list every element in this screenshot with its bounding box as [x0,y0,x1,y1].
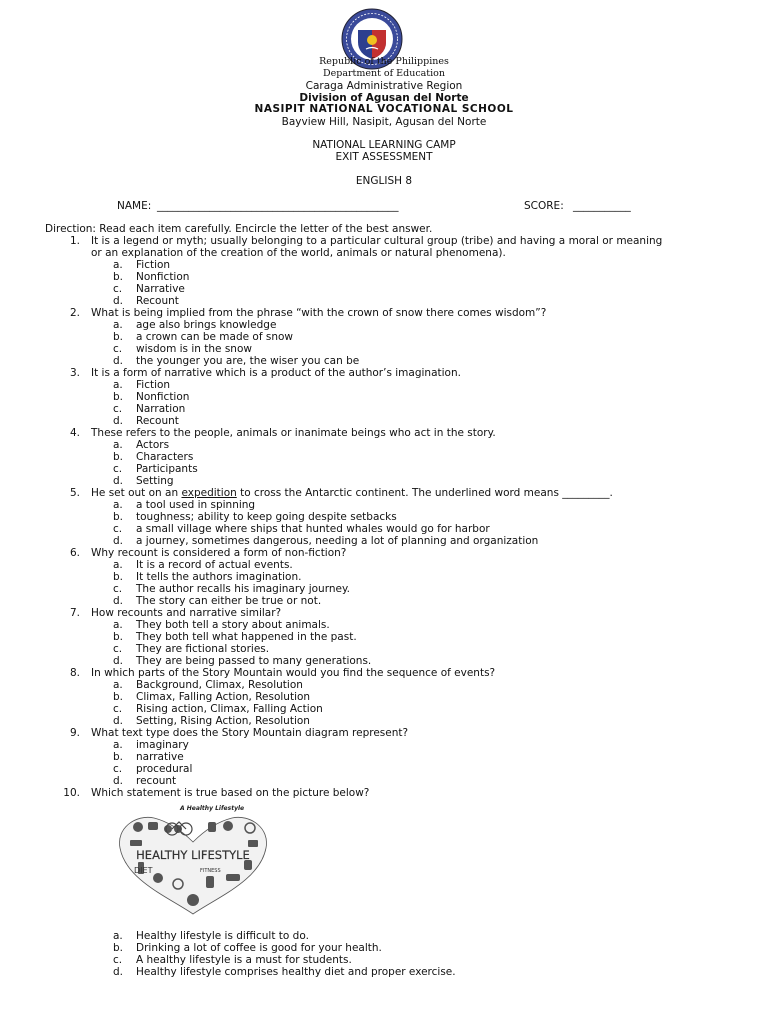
question-1-continued [0,247,768,259]
option-10a[interactable] [0,930,768,942]
header-division: Division of Agusan del Norte [299,92,469,104]
option-text: Healthy lifestyle is difficult to do. [136,930,309,942]
option-3d[interactable] [0,415,768,427]
option-5a[interactable] [0,499,768,511]
option-text: a small village where ships that hunted whales would go for harbor [136,523,490,535]
option-text: Setting, Rising Action, Resolution [136,715,310,727]
option-text: Background, Climax, Resolution [136,679,303,691]
option-text: They both tell what happened in the past. [136,631,357,643]
option-1c[interactable] [0,283,768,295]
option-text: Climax, Falling Action, Resolution [136,691,311,703]
question-7 [0,607,768,619]
option-text: age also brings knowledge [136,319,277,331]
option-letter: d. [113,475,124,487]
option-text: Healthy lifestyle comprises healthy diet and proper exercise. [136,966,456,978]
option-letter: c. [113,643,123,655]
healthy-lifestyle-picture [108,802,278,920]
option-letter: d. [113,595,124,607]
option-letter: a. [113,619,123,631]
option-text: Characters [136,451,194,463]
question-number: 6. [69,547,80,559]
option-9b[interactable] [0,751,768,763]
option-text: They are being passed to many generations. [136,655,372,667]
option-letter: d. [113,775,124,787]
option-text: Setting [136,475,174,487]
question-text: In which parts of the Story Mountain would you find the sequence of events? [91,667,496,679]
option-9c[interactable] [0,763,768,775]
score-label: SCORE: [524,200,564,212]
option-text: imaginary [136,739,189,751]
option-letter: c. [113,463,123,475]
option-letter: a. [113,499,123,511]
question-text: Why recount is considered a form of non-fiction? [91,547,347,559]
option-letter: c. [113,703,123,715]
question-number: 9. [69,727,80,739]
option-letter: a. [113,559,123,571]
option-letter: d. [113,355,124,367]
option-6d[interactable] [0,595,768,607]
picture-center-text: HEALTHY LIFESTYLE [136,848,250,862]
option-text: Drinking a lot of coffee is good for your health. [136,942,382,954]
header-school: NASIPIT NATIONAL VOCATIONAL SCHOOL [254,103,514,115]
option-text: Fiction [136,259,171,271]
picture-caption: A Healthy Lifestyle [180,805,245,812]
option-text: They both tell a story about animals. [136,619,330,631]
option-5d[interactable] [0,535,768,547]
question-text: These refers to the people, animals or inanimate beings who act in the story. [91,427,496,439]
question-10 [0,787,768,799]
option-text: It is a record of actual events. [136,559,293,571]
option-letter: b. [113,331,124,343]
option-6b[interactable] [0,571,768,583]
option-1b[interactable] [0,271,768,283]
option-letter: c. [113,523,123,535]
option-letter: a. [113,930,123,942]
question-number: 7. [69,607,80,619]
question-number: 3. [69,367,80,379]
score-blank[interactable]: ___________ [573,200,631,212]
question-number: 10. [63,787,80,799]
question-2 [0,307,768,319]
option-letter: a. [113,439,123,451]
option-letter: d. [113,415,124,427]
question-5 [0,487,768,499]
option-3c[interactable] [0,403,768,415]
option-letter: d. [113,295,124,307]
option-4a[interactable] [0,439,768,451]
name-blank[interactable]: ______________________________________________ [157,200,399,212]
header-camp: NATIONAL LEARNING CAMP [312,139,456,151]
option-letter: d. [113,715,124,727]
option-letter: a. [113,379,123,391]
option-2a[interactable] [0,319,768,331]
option-2d[interactable] [0,355,768,367]
option-letter: d. [113,966,124,978]
question-text: Which statement is true based on the picture below? [91,787,370,799]
question-text: It is a legend or myth; usually belonging to a particular cultural group (tribe) and having a moral or meaning [91,235,663,247]
question-text: What text type does the Story Mountain diagram represent? [91,727,409,739]
option-5c[interactable] [0,523,768,535]
option-letter: a. [113,319,123,331]
question-number: 4. [69,427,80,439]
option-text: the younger you are, the wiser you can be [136,355,360,367]
option-letter: d. [113,655,124,667]
name-label: NAME: [117,200,152,212]
option-text: It tells the authors imagination. [136,571,302,583]
underlined-word: expedition [181,487,237,499]
question-text-post: to cross the Antarctic continent. The underlined word means _________. [236,487,613,499]
option-text: procedural [136,763,193,775]
question-text: What is being implied from the phrase “with the crown of snow there comes wisdom”? [91,307,547,319]
option-1a[interactable] [0,259,768,271]
option-3b[interactable] [0,391,768,403]
header-subject: ENGLISH 8 [355,175,413,187]
option-8a[interactable] [0,679,768,691]
option-10b[interactable] [0,942,768,954]
option-text: a crown can be made of snow [136,331,294,343]
option-text: Recount [136,415,179,427]
directions: Direction: Read each item carefully. Encircle the letter of the best answer. [45,223,433,235]
question-4 [0,427,768,439]
option-letter: b. [113,691,124,703]
option-text: Rising action, Climax, Falling Action [136,703,323,715]
question-text: How recounts and narrative similar? [91,607,282,619]
option-text: a tool used in spinning [136,499,256,511]
option-letter: a. [113,679,123,691]
option-letter: b. [113,571,124,583]
option-text: Nonfiction [136,391,190,403]
option-7c[interactable] [0,643,768,655]
option-letter: b. [113,511,124,523]
question-number: 2. [69,307,80,319]
option-letter: b. [113,391,124,403]
option-9a[interactable] [0,739,768,751]
option-text: A healthy lifestyle is a must for students. [136,954,352,966]
option-letter: b. [113,942,124,954]
question-9 [0,727,768,739]
picture-word-fitness: FITNESS [200,868,221,874]
option-2c[interactable] [0,343,768,355]
option-letter: c. [113,954,123,966]
option-text: Fiction [136,379,171,391]
option-2b[interactable] [0,331,768,343]
option-7a[interactable] [0,619,768,631]
option-text: Narrative [136,283,185,295]
option-text: The story can either be true or not. [136,595,322,607]
option-letter: a. [113,739,123,751]
option-letter: c. [113,583,123,595]
question-text-pre: He set out on an [91,487,182,499]
option-3a[interactable] [0,379,768,391]
option-8c[interactable] [0,703,768,715]
option-letter: c. [113,343,123,355]
option-text: wisdom is in the snow [136,343,252,355]
question-text [91,487,613,499]
option-letter: b. [113,271,124,283]
option-9d[interactable] [0,775,768,787]
question-1 [0,235,768,247]
option-8d[interactable] [0,715,768,727]
option-letter: a. [113,259,123,271]
option-8b[interactable] [0,691,768,703]
option-text: Actors [136,439,170,451]
header-assessment: EXIT ASSESSMENT [335,151,433,163]
header-department: Department of Education [323,68,445,79]
option-letter: c. [113,763,123,775]
option-text: Participants [136,463,198,475]
option-letter: b. [113,631,124,643]
question-8 [0,667,768,679]
option-text: Narration [136,403,186,415]
question-number: 5. [69,487,80,499]
option-10d[interactable] [0,966,768,978]
option-7d[interactable] [0,655,768,667]
header-republic: Republic of the Philippines [319,56,449,67]
option-6c[interactable] [0,583,768,595]
option-6a[interactable] [0,559,768,571]
option-4c[interactable] [0,463,768,475]
picture-word-diet: DIET [134,866,153,875]
option-text: a journey, sometimes dangerous, needing a lot of planning and organization [136,535,539,547]
question-text: or an explanation of the creation of the world, animals or natural phenomena). [91,247,506,259]
header-address: Bayview Hill, Nasipit, Agusan del Norte [281,116,487,128]
question-3 [0,367,768,379]
option-7b[interactable] [0,631,768,643]
option-text: The author recalls his imaginary journey. [136,583,350,595]
option-text: toughness; ability to keep going despite setbacks [136,511,397,523]
option-letter: d. [113,535,124,547]
question-number: 8. [69,667,80,679]
option-text: recount [136,775,177,787]
question-number: 1. [69,235,80,247]
option-text: Nonfiction [136,271,190,283]
header-region: Caraga Administrative Region [305,80,463,92]
option-letter: b. [113,751,124,763]
option-text: Recount [136,295,179,307]
question-6 [0,547,768,559]
option-letter: c. [113,283,123,295]
option-text: They are fictional stories. [136,643,270,655]
option-10c[interactable] [0,954,768,966]
option-1d[interactable] [0,295,768,307]
option-letter: c. [113,403,123,415]
option-4d[interactable] [0,475,768,487]
option-letter: b. [113,451,124,463]
question-text: It is a form of narrative which is a product of the author’s imagination. [91,367,461,379]
option-5b[interactable] [0,511,768,523]
option-text: narrative [136,751,184,763]
option-4b[interactable] [0,451,768,463]
